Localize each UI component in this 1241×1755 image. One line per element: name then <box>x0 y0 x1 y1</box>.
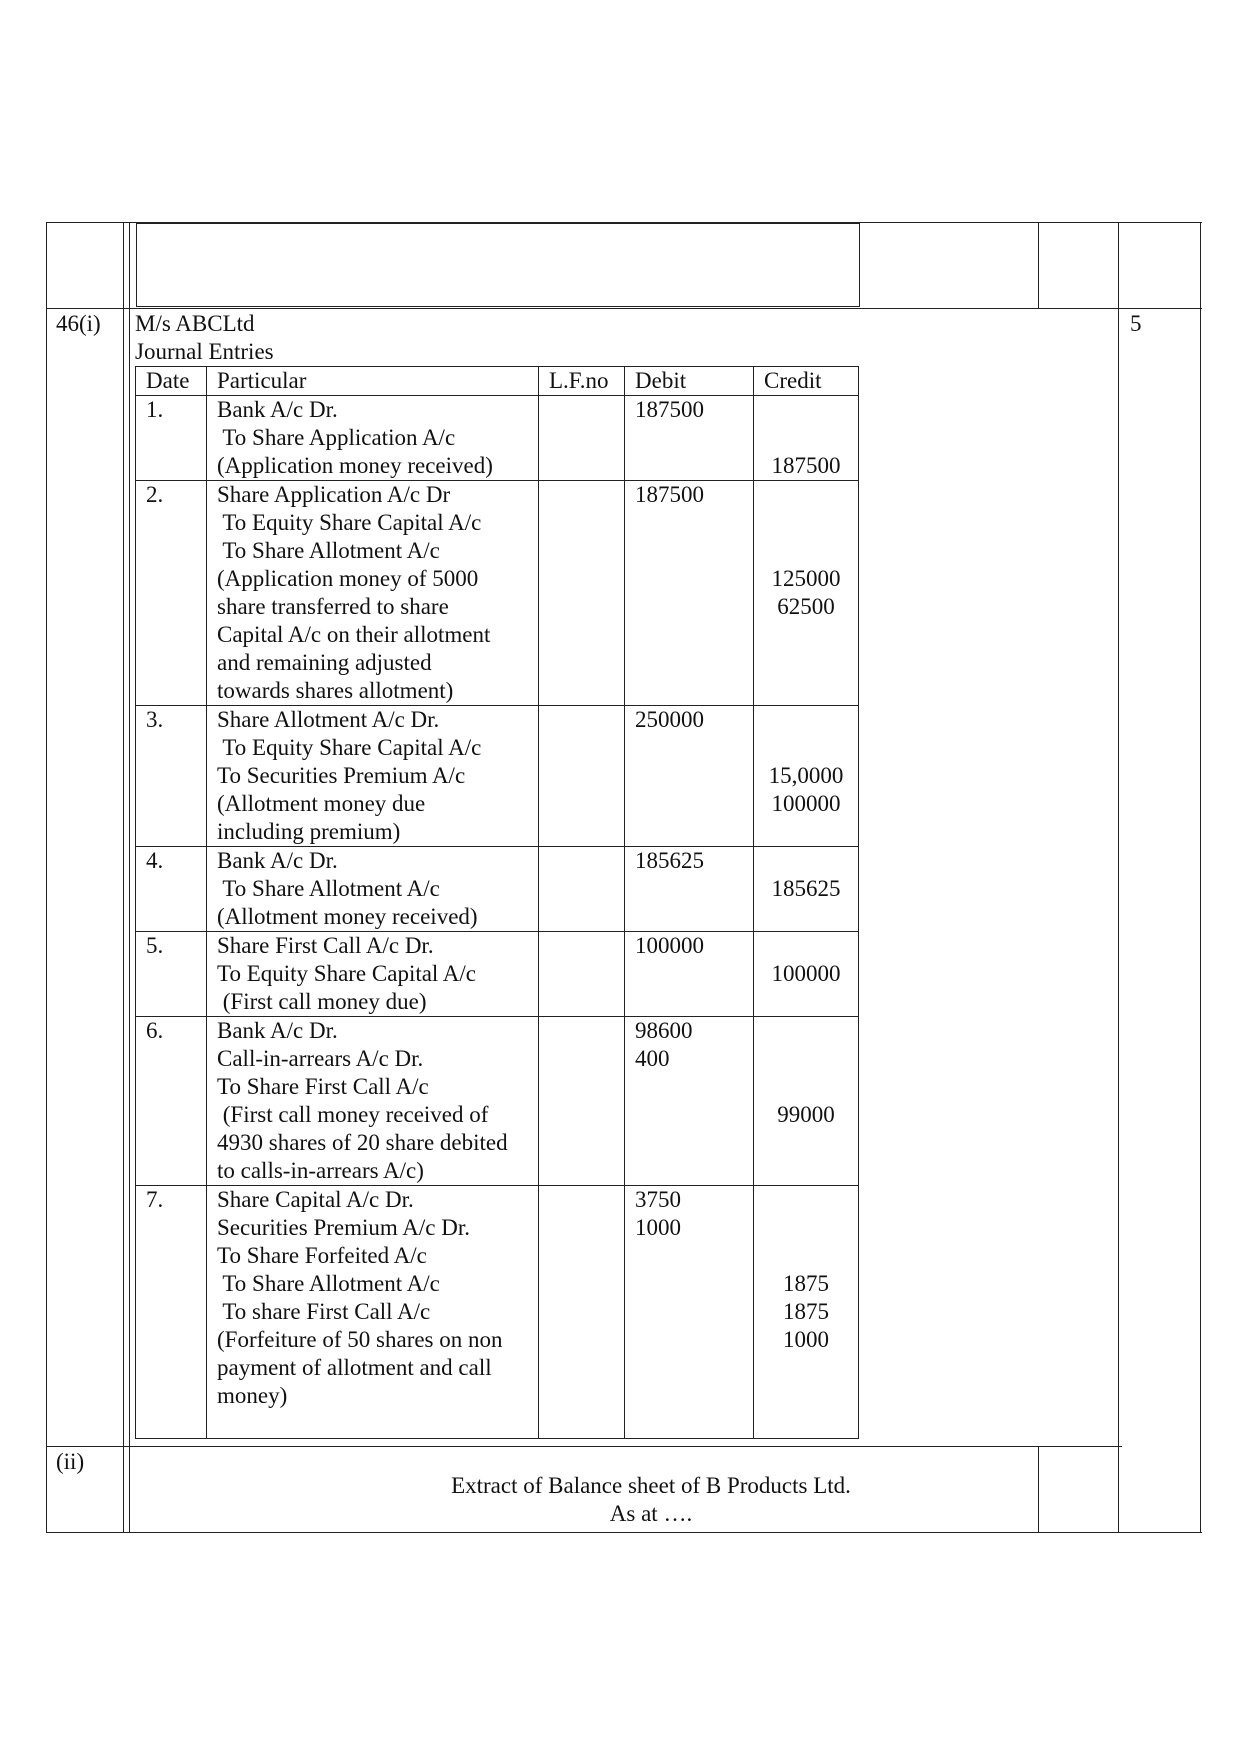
entry-credit <box>754 1186 859 1439</box>
entry-particular <box>207 1017 539 1186</box>
entry-particular-line: To Share Forfeited A/c <box>217 1243 427 1268</box>
entry-credit-line <box>764 1242 848 1270</box>
entry-particular-line: To Share First Call A/c <box>217 1074 429 1099</box>
entry-credit-line <box>764 649 848 677</box>
entry-credit-line <box>764 1073 848 1101</box>
table-row <box>136 706 859 847</box>
entry-particular <box>207 706 539 847</box>
entry-lf <box>539 932 625 1017</box>
entry-particular-line: To Share Allotment A/c <box>217 1271 440 1296</box>
entry-date: 3. <box>136 706 207 847</box>
part-ii-label: (ii) <box>56 1449 85 1474</box>
entry-particular-line: Share Capital A/c Dr. <box>217 1187 414 1212</box>
entry-particular-line: To share First Call A/c <box>217 1299 431 1324</box>
entry-particular-line <box>217 1410 528 1438</box>
entry-debit-line <box>635 1354 743 1382</box>
entry-particular-line: (Allotment money received) <box>217 904 478 929</box>
entry-debit-line <box>635 452 743 480</box>
entry-particular-line: To Equity Share Capital A/c <box>217 735 482 760</box>
entry-credit-line: 125000 <box>771 566 841 591</box>
entry-debit-line <box>635 1129 743 1157</box>
entry-credit-line <box>764 1410 848 1438</box>
entry-debit-line: 98600 <box>635 1018 693 1043</box>
table-header-row <box>136 367 859 396</box>
entry-particular-line: To Share Application A/c <box>217 425 456 450</box>
entry-credit-line <box>764 706 848 734</box>
entry-particular-line: Bank A/c Dr. <box>217 397 338 422</box>
entry-particular-line: (Forfeiture of 50 shares on non <box>217 1327 503 1352</box>
entry-credit-line: 1875 <box>783 1299 829 1324</box>
entry-debit-line <box>635 649 743 677</box>
entry-debit-line: 187500 <box>635 397 704 422</box>
entry-particular-line: To Securities Premium A/c <box>217 763 466 788</box>
entry-particular <box>207 396 539 481</box>
entry-particular <box>207 932 539 1017</box>
entry-debit-line <box>635 734 743 762</box>
header-credit: Credit <box>754 367 859 396</box>
entry-credit <box>754 847 859 932</box>
entry-date: 1. <box>136 396 207 481</box>
entry-debit-line <box>635 875 743 903</box>
entry-lf <box>539 1017 625 1186</box>
entry-particular-line: Share First Call A/c Dr. <box>217 933 434 958</box>
extract-title: Extract of Balance sheet of B Products Ltd. <box>451 1473 851 1498</box>
entry-particular-line: Bank A/c Dr. <box>217 1018 338 1043</box>
entry-credit-line <box>764 734 848 762</box>
entry-particular <box>207 847 539 932</box>
entry-debit-line <box>635 790 743 818</box>
entry-credit-line <box>764 621 848 649</box>
entry-particular-line: (Application money of 5000 <box>217 566 479 591</box>
entry-date: 5. <box>136 932 207 1017</box>
entry-debit-line <box>635 1101 743 1129</box>
header-date: Date <box>136 367 207 396</box>
entry-debit-line <box>635 1298 743 1326</box>
entry-date: 7. <box>136 1186 207 1439</box>
row-divider <box>46 308 1202 309</box>
entry-credit-line: 187500 <box>771 453 841 478</box>
entry-particular-line: money) <box>217 1383 288 1408</box>
entry-debit-line <box>635 818 743 846</box>
table-row <box>136 932 859 1017</box>
entry-credit-line <box>764 424 848 452</box>
entry-particular-line: Call-in-arrears A/c Dr. <box>217 1046 424 1071</box>
entry-debit-line: 3750 <box>635 1187 681 1212</box>
entry-debit-line <box>635 424 743 452</box>
entry-debit-line <box>635 621 743 649</box>
entry-particular-line: To Equity Share Capital A/c <box>217 510 482 535</box>
header-debit: Debit <box>625 367 754 396</box>
entry-debit-line <box>635 903 743 931</box>
entry-particular-line: including premium) <box>217 819 401 844</box>
entry-credit-line <box>764 677 848 705</box>
entry-debit-line <box>635 762 743 790</box>
entry-debit <box>625 932 754 1017</box>
entry-credit-line <box>764 396 848 424</box>
entry-debit-line <box>635 1242 743 1270</box>
entry-particular-line: To Share Allotment A/c <box>217 876 440 901</box>
entry-debit-line <box>635 1073 743 1101</box>
entry-date: 6. <box>136 1017 207 1186</box>
entry-particular-line: to calls-in-arrears A/c) <box>217 1158 424 1183</box>
extract-as-at: As at …. <box>609 1501 693 1526</box>
entry-debit <box>625 481 754 706</box>
entry-particular-line: share transferred to share <box>217 594 449 619</box>
entry-credit-line: 62500 <box>777 594 835 619</box>
entry-credit <box>754 1017 859 1186</box>
entry-particular-line: 4930 shares of 20 share debited <box>217 1130 508 1155</box>
entry-debit-line <box>635 1270 743 1298</box>
company-name: M/s ABCLtd <box>135 311 255 336</box>
entry-particular-line: (Allotment money due <box>217 791 426 816</box>
entry-debit-line <box>635 988 743 1016</box>
entry-credit-line: 1000 <box>783 1327 829 1352</box>
entry-credit-line <box>764 847 848 875</box>
entry-debit-line <box>635 1382 743 1410</box>
entry-lf <box>539 847 625 932</box>
entry-credit-line <box>764 1045 848 1073</box>
table-row <box>136 847 859 932</box>
entry-debit-line <box>635 593 743 621</box>
question-number: 46(i) <box>56 311 101 336</box>
left-border <box>46 222 47 1532</box>
entry-credit-line: 99000 <box>777 1102 835 1127</box>
entry-debit-line <box>635 677 743 705</box>
col-divider-top <box>1038 222 1039 308</box>
header-lf: L.F.no <box>539 367 625 396</box>
journal-heading: Journal Entries <box>135 339 274 364</box>
right-border <box>1200 222 1201 1532</box>
entry-credit-line: 100000 <box>771 961 841 986</box>
entry-debit <box>625 396 754 481</box>
entry-date: 4. <box>136 847 207 932</box>
entry-lf <box>539 396 625 481</box>
entry-particular-line: Share Allotment A/c Dr. <box>217 707 440 732</box>
table-row <box>136 481 859 706</box>
entry-debit-line <box>635 1410 743 1438</box>
entry-debit-line <box>635 960 743 988</box>
entry-debit-line: 100000 <box>635 933 704 958</box>
entry-credit-line <box>764 1129 848 1157</box>
entry-particular-line: payment of allotment and call <box>217 1355 492 1380</box>
marks-divider <box>1118 222 1119 1532</box>
entry-credit-line <box>764 1214 848 1242</box>
entry-credit-line <box>764 903 848 931</box>
entry-debit-line: 187500 <box>635 482 704 507</box>
entry-lf <box>539 481 625 706</box>
entry-particular-line: Capital A/c on their allotment <box>217 622 491 647</box>
entry-credit-line <box>764 1017 848 1045</box>
table-row <box>136 1017 859 1186</box>
empty-inner-box <box>136 223 860 307</box>
journal-entries-table <box>135 366 859 1439</box>
entry-debit <box>625 847 754 932</box>
entry-date: 2. <box>136 481 207 706</box>
entry-debit <box>625 1186 754 1439</box>
entry-credit-line: 1875 <box>783 1271 829 1296</box>
entry-particular-line: Share Application A/c Dr <box>217 482 451 507</box>
entry-particular <box>207 481 539 706</box>
header-particular: Particular <box>207 367 539 396</box>
entry-particular-line: To Share Allotment A/c <box>217 538 440 563</box>
entry-credit-line <box>764 1186 848 1214</box>
entry-debit-line <box>635 1157 743 1185</box>
entry-particular <box>207 1186 539 1439</box>
entry-debit <box>625 1017 754 1186</box>
qno-divider-1 <box>123 222 124 1532</box>
entry-debit-line: 250000 <box>635 707 704 732</box>
entry-credit-line <box>764 988 848 1016</box>
entry-lf <box>539 1186 625 1439</box>
entry-credit-line <box>764 818 848 846</box>
entry-credit <box>754 396 859 481</box>
entry-credit <box>754 932 859 1017</box>
entry-credit-line: 185625 <box>771 876 841 901</box>
part-divider <box>46 1446 1122 1447</box>
entry-debit-line <box>635 509 743 537</box>
entry-credit-line <box>764 481 848 509</box>
entry-debit <box>625 706 754 847</box>
entry-debit-line <box>635 1326 743 1354</box>
entry-credit <box>754 706 859 847</box>
entry-debit-line: 400 <box>635 1046 670 1071</box>
entry-particular-line: (First call money received of <box>217 1102 489 1127</box>
entry-particular-line: and remaining adjusted <box>217 650 432 675</box>
table-row <box>136 1186 859 1439</box>
entry-debit-line <box>635 537 743 565</box>
answer-sheet-table <box>46 222 1202 1532</box>
entry-credit-line <box>764 932 848 960</box>
table-row <box>136 396 859 481</box>
entry-debit-line <box>635 565 743 593</box>
entry-debit-line: 1000 <box>635 1215 681 1240</box>
bottom-border <box>46 1532 1202 1533</box>
entry-credit-line <box>764 1157 848 1185</box>
entry-credit-line: 100000 <box>771 791 841 816</box>
entry-credit-line <box>764 1354 848 1382</box>
entry-particular-line: towards shares allotment) <box>217 678 454 703</box>
entry-particular-line: Bank A/c Dr. <box>217 848 338 873</box>
entry-credit-line <box>764 537 848 565</box>
qno-divider-2 <box>129 222 130 1532</box>
entry-debit-line: 185625 <box>635 848 704 873</box>
entry-credit-line: 15,0000 <box>768 763 844 788</box>
entry-particular-line: To Equity Share Capital A/c <box>217 961 477 986</box>
marks: 5 <box>1130 311 1142 336</box>
entry-credit-line <box>764 1382 848 1410</box>
entry-credit <box>754 481 859 706</box>
entry-credit-line <box>764 509 848 537</box>
entry-lf <box>539 706 625 847</box>
entry-particular-line: (Application money received) <box>217 453 493 478</box>
entry-particular-line: Securities Premium A/c Dr. <box>217 1215 470 1240</box>
entry-particular-line: (First call money due) <box>217 989 427 1014</box>
